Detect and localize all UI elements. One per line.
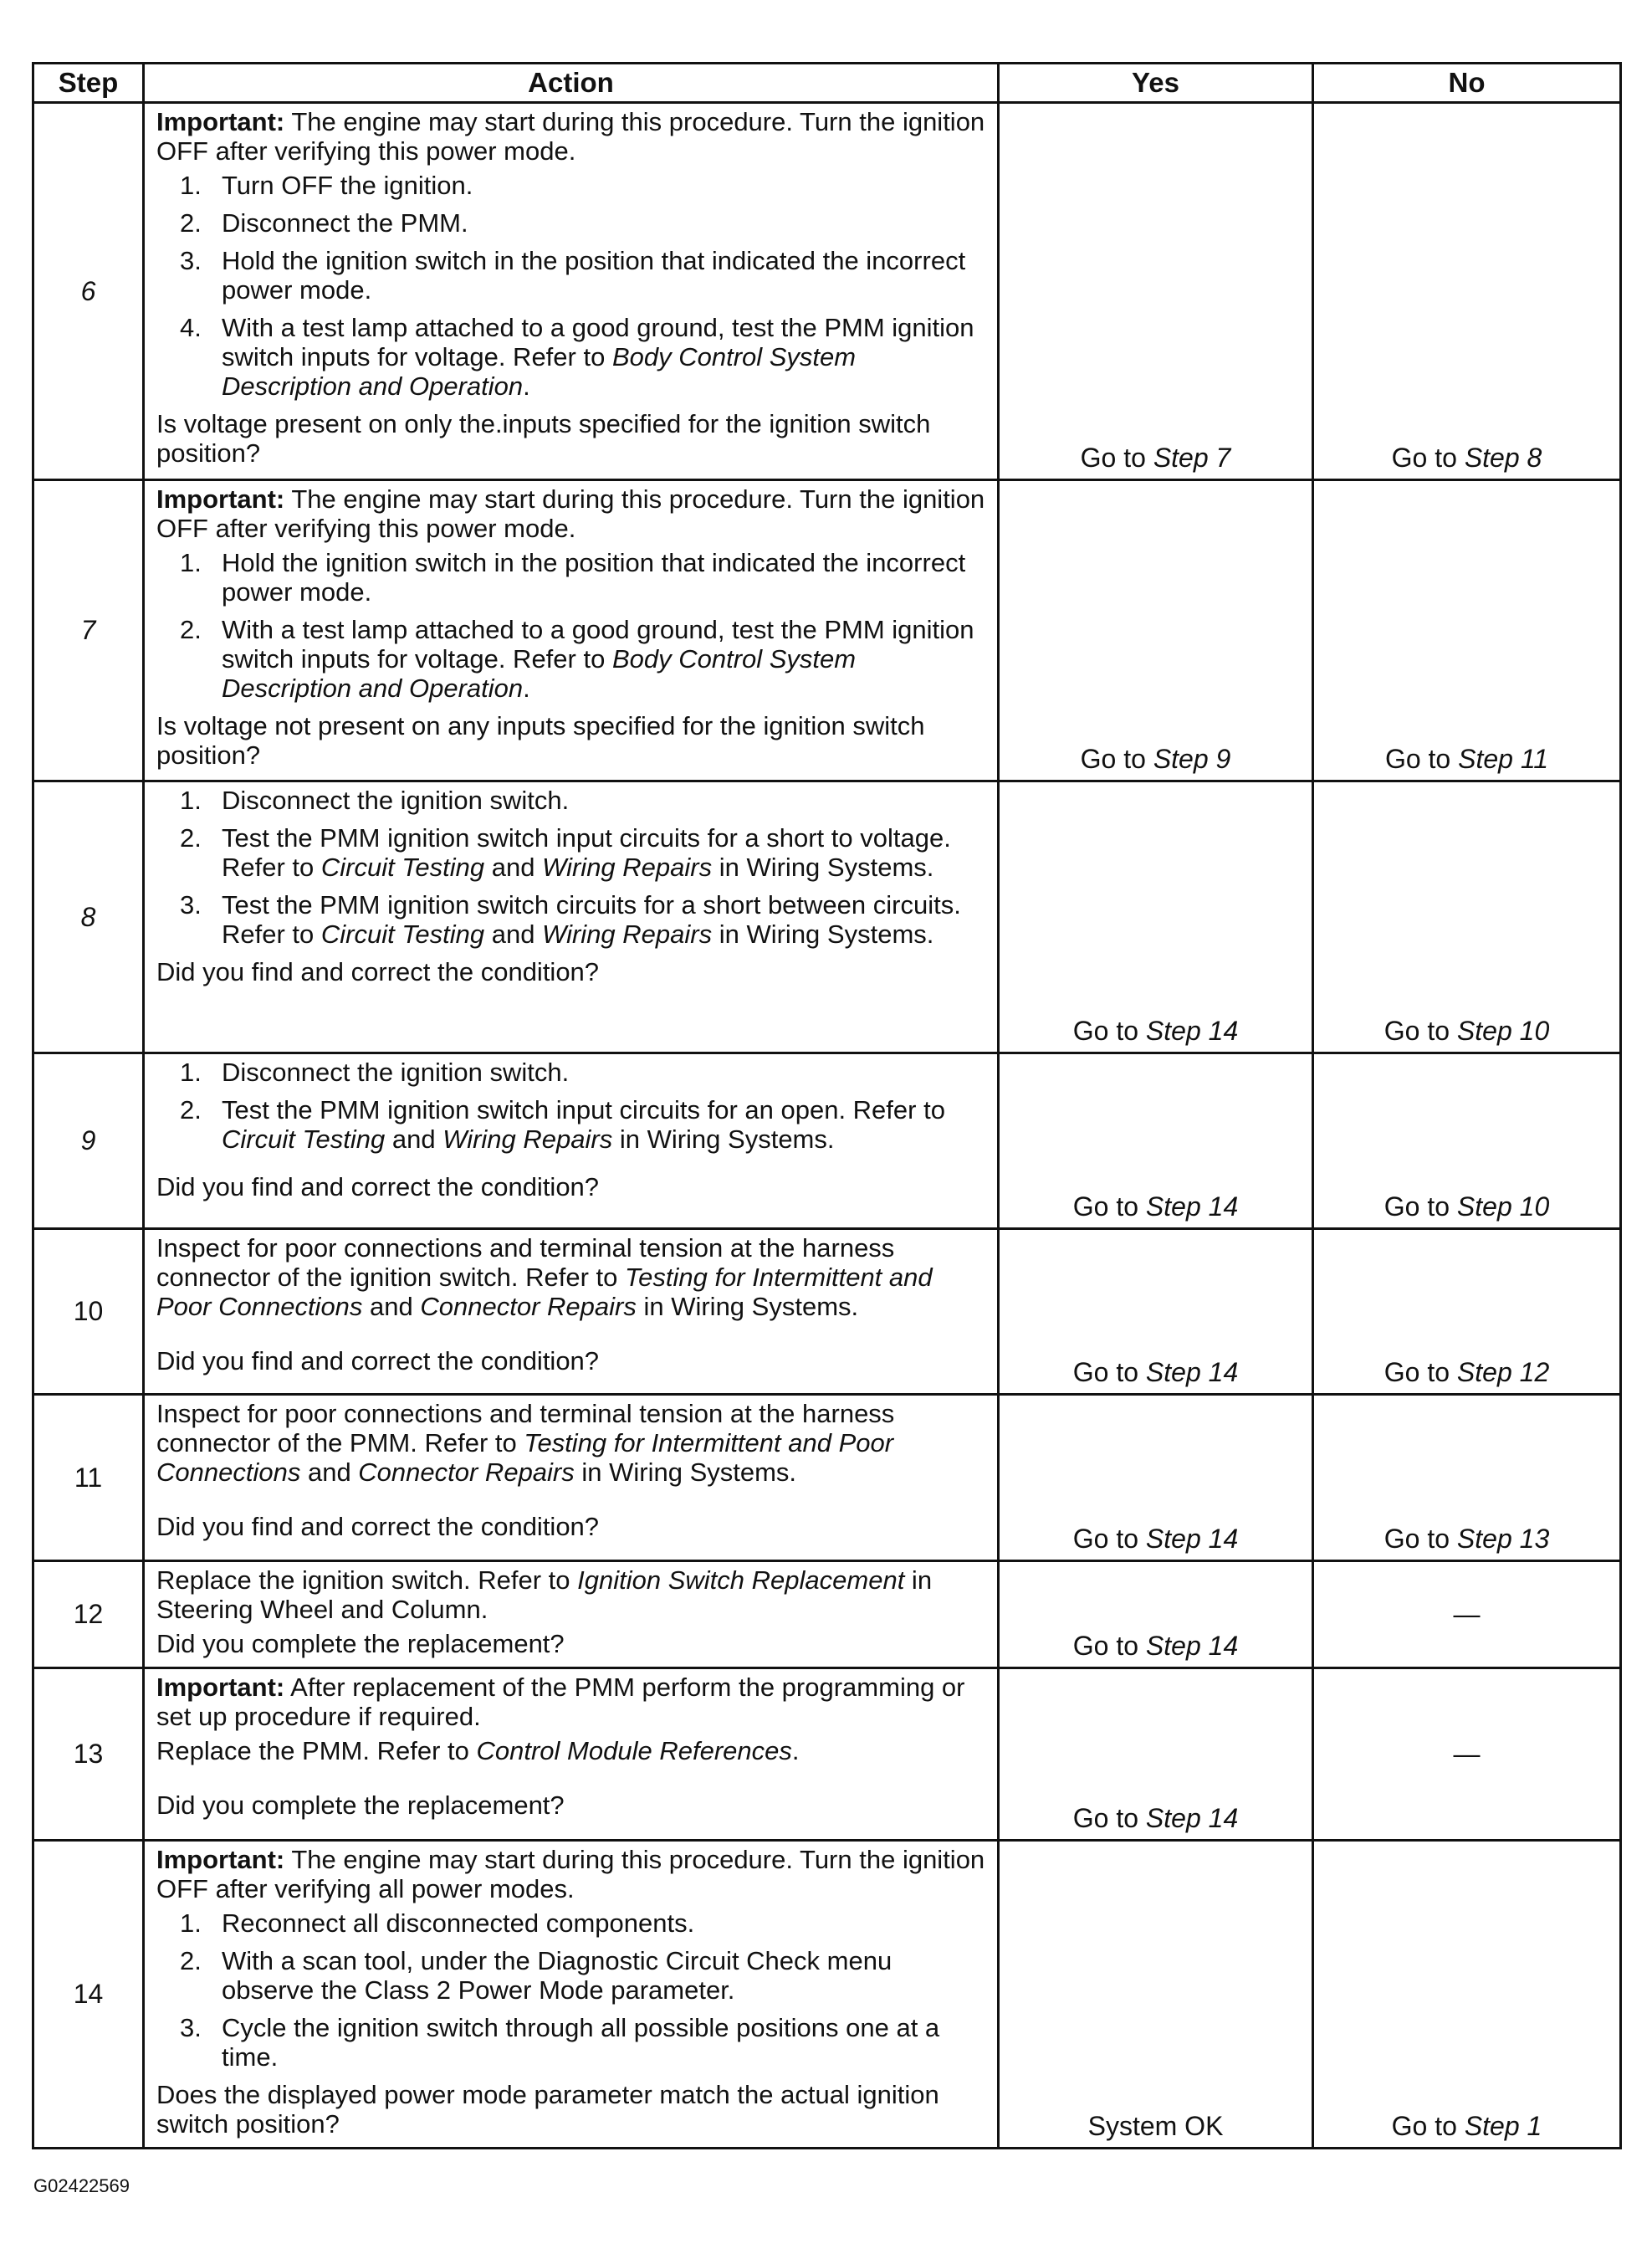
header-action: Action [144,64,999,103]
reference-link[interactable]: Testing for Intermittent and Poor Connections [156,1428,894,1487]
yes-cell [999,1395,1313,1561]
reference-link[interactable]: Connector Repairs [358,1457,575,1487]
action-cell [144,103,999,480]
no-cell [1313,103,1621,480]
list-item [156,1908,987,1938]
action-cell [144,781,999,1053]
yes-prefix: Go to [1080,744,1153,774]
step-number: 11 [33,1395,144,1561]
no-step-link[interactable]: Step 1 [1464,2111,1542,2141]
no-cell [1313,1229,1621,1395]
list-item [156,548,987,607]
item-text: With a scan tool, under the Diagnostic Circuit Check menu observe the Class 2 Power Mode parameter. [222,1946,892,2005]
instruction-text [156,1233,987,1321]
step-number: 14 [33,1841,144,2149]
action-cell [144,480,999,781]
item-number: 3. [180,246,202,275]
figure-id: G02422569 [33,2175,130,2196]
no-prefix: Go to [1384,744,1459,774]
list-item [156,208,987,238]
note-text: The engine may start during this procedure. Turn the ignition OFF after verifying this power mode. [156,484,985,543]
header-step: Step [33,64,144,103]
no-prefix: Go to [1383,1191,1457,1222]
yes-step-link[interactable]: Step 9 [1153,744,1231,774]
item-text: Reconnect all disconnected components. [222,1908,695,1938]
item-text-end: in Wiring Systems. [712,853,934,882]
item-number: 2. [180,208,202,238]
reference-link[interactable]: Ignition Switch Replacement [577,1565,905,1595]
para-end: in Steering Wheel and Column. [156,1565,933,1624]
yes-prefix: Go to [1072,1357,1146,1387]
yes-cell [999,781,1313,1053]
item-number: 1. [180,548,202,577]
item-number: 2. [180,615,202,644]
list-item [156,2013,987,2072]
table-row [33,1668,1621,1841]
yes-cell [999,1229,1313,1395]
item-text-end: . [523,371,530,401]
yes-cell: System OK [999,1841,1313,2149]
no-cell [1313,480,1621,781]
table-row [33,1053,1621,1229]
item-number: 3. [180,890,202,920]
instruction-text [156,1399,987,1487]
question-text: Did you find and correct the condition? [156,1512,600,1541]
yes-cell [999,480,1313,781]
item-number: 1. [180,786,202,815]
no-step-link[interactable]: Step 8 [1464,443,1542,473]
step-number: 8 [33,781,144,1053]
step-number: 6 [33,103,144,480]
reference-link[interactable]: Control Module References [476,1736,792,1765]
item-text-end: in Wiring Systems. [612,1124,835,1154]
step-number: 9 [33,1053,144,1229]
no-prefix: Go to [1391,443,1465,473]
item-text: Disconnect the ignition switch. [222,1058,570,1087]
item-text-mid: and [484,920,543,949]
yes-cell [999,1668,1313,1841]
instruction-text [156,1565,987,1624]
list-item [156,246,987,305]
yes-cell [999,1053,1313,1229]
table-row [33,480,1621,781]
item-text: Test the PMM ignition switch input circuits for an open. Refer to [222,1095,945,1124]
yes-step-link[interactable]: Step 14 [1145,1631,1239,1661]
important-note [156,1845,987,1903]
table-row [33,1841,1621,2149]
no-step-link[interactable]: Step 11 [1458,744,1549,774]
item-number: 2. [180,1095,202,1124]
action-cell [144,1395,999,1561]
note-label: Important: [156,107,285,136]
yes-cell [999,1561,1313,1668]
para-mid: and [362,1292,421,1321]
item-text: Turn OFF the ignition. [222,171,473,200]
item-text-mid: and [385,1124,443,1154]
step-number: 12 [33,1561,144,1668]
no-prefix: Go to [1391,2111,1465,2141]
reference-link[interactable]: Circuit Testing [222,1124,386,1154]
diagnostic-table-container [32,62,1619,2149]
step-number: 7 [33,480,144,781]
para-text: Replace the ignition switch. Refer to [156,1565,578,1595]
yes-step-link[interactable]: Step 14 [1145,1191,1239,1222]
item-text: With a test lamp attached to a good ground, test the PMM ignition switch inputs for voltage. Refer to [222,615,974,674]
diagnostic-table [32,62,1622,2149]
yes-step-link[interactable]: Step 14 [1145,1016,1239,1046]
yes-cell [999,103,1313,480]
important-note [156,107,987,166]
para-mid: and [300,1457,359,1487]
procedure-list [156,171,987,401]
table-row [33,1561,1621,1668]
reference-link[interactable]: Circuit Testing [320,920,485,949]
question-text: Did you complete the replacement? [156,1790,565,1820]
instruction-text [156,1736,987,1765]
no-cell [1313,781,1621,1053]
action-cell [144,1841,999,2149]
item-number: 3. [180,2013,202,2042]
item-text: Hold the ignition switch in the position that indicated the incorrect power mode. [222,246,966,305]
item-text: With a test lamp attached to a good ground, test the PMM ignition switch inputs for voltage. Refer to [222,313,974,371]
no-prefix: Go to [1383,1524,1457,1554]
item-number: 1. [180,171,202,200]
list-item [156,1095,987,1154]
question-text: Is voltage present on only the.inputs specified for the ignition switch position? [156,409,931,468]
reference-link[interactable]: Connector Repairs [420,1292,637,1321]
reference-link[interactable]: Body Control System Description and Operation [222,342,857,401]
yes-prefix: Go to [1072,1016,1146,1046]
list-item [156,1946,987,2005]
item-text: Test the PMM ignition switch input circuits for a short to voltage. Refer to [222,823,951,882]
table-row [33,781,1621,1053]
procedure-list [156,548,987,703]
no-step-link[interactable]: Step 10 [1456,1191,1550,1222]
question-text: Did you complete the replacement? [156,1629,565,1658]
para-text: Replace the PMM. Refer to [156,1736,477,1765]
yes-step-link[interactable]: Step 14 [1145,1524,1239,1554]
item-text-end: . [523,674,530,703]
header-no: No [1313,64,1621,103]
no-cell [1313,1395,1621,1561]
item-text: Disconnect the PMM. [222,208,468,238]
yes-prefix: Go to [1072,1803,1146,1833]
para-end: in Wiring Systems. [574,1457,797,1487]
item-number: 2. [180,823,202,853]
no-cell: — [1313,1561,1621,1668]
table-row [33,1229,1621,1395]
action-cell [144,1053,999,1229]
yes-prefix: Go to [1080,443,1153,473]
item-number: 2. [180,1946,202,1975]
step-number: 13 [33,1668,144,1841]
reference-link[interactable]: Testing for Intermittent and Poor Connections [156,1263,933,1321]
yes-prefix: Go to [1072,1191,1146,1222]
note-label: Important: [156,484,285,514]
question-text: Does the displayed power mode parameter match the actual ignition switch position? [156,2080,939,2139]
list-item [156,615,987,703]
note-label: Important: [156,1845,285,1874]
question-text: Did you find and correct the condition? [156,1172,600,1201]
reference-link[interactable]: Body Control System Description and Operation [222,644,857,703]
note-text: After replacement of the PMM perform the programming or set up procedure if required. [156,1673,965,1731]
no-step-link[interactable]: Step 10 [1456,1016,1550,1046]
reference-link[interactable]: Wiring Repairs [542,920,713,949]
item-text-mid: and [484,853,543,882]
table-row [33,1395,1621,1561]
question-text: Is voltage not present on any inputs specified for the ignition switch position? [156,711,925,770]
para-end: in Wiring Systems. [636,1292,859,1321]
item-number: 1. [180,1908,202,1938]
item-text-end: in Wiring Systems. [712,920,934,949]
no-prefix: Go to [1383,1016,1457,1046]
note-text: The engine may start during this procedure. Turn the ignition OFF after verifying this power mode. [156,107,985,166]
table-row [33,103,1621,480]
yes-step-link[interactable]: Step 14 [1145,1803,1239,1833]
procedure-list [156,1908,987,2072]
item-text: Cycle the ignition switch through all possible positions one at a time. [222,2013,940,2072]
no-cell [1313,1053,1621,1229]
item-text: Test the PMM ignition switch circuits for a short between circuits. Refer to [222,890,961,949]
important-note [156,484,987,543]
question-text: Did you find and correct the condition? [156,957,600,986]
no-prefix: Go to [1383,1357,1457,1387]
para-text: Inspect for poor connections and terminal tension at the harness connector of the ignition switch. Refer to [156,1233,895,1292]
yes-step-link[interactable]: Step 14 [1145,1357,1239,1387]
list-item [156,786,987,815]
reference-link[interactable]: Circuit Testing [320,853,485,882]
item-number: 1. [180,1058,202,1087]
action-cell [144,1668,999,1841]
para-end: . [791,1736,800,1765]
item-text: Hold the ignition switch in the position that indicated the incorrect power mode. [222,548,966,607]
procedure-list [156,786,987,949]
list-item [156,823,987,882]
action-cell [144,1561,999,1668]
no-step-link[interactable]: Step 13 [1456,1524,1550,1554]
no-cell [1313,1841,1621,2149]
reference-link[interactable]: Wiring Repairs [542,853,713,882]
yes-prefix: Go to [1072,1524,1146,1554]
procedure-list [156,1058,987,1154]
action-cell [144,1229,999,1395]
note-text: The engine may start during this procedure. Turn the ignition OFF after verifying all power modes. [156,1845,985,1903]
yes-step-link[interactable]: Step 7 [1153,443,1231,473]
list-item [156,313,987,401]
item-text: Disconnect the ignition switch. [222,786,570,815]
reference-link[interactable]: Wiring Repairs [442,1124,613,1154]
para-text: Inspect for poor connections and terminal tension at the harness connector of the PMM. Refer to [156,1399,895,1457]
item-number: 4. [180,313,202,342]
question-text: Did you find and correct the condition? [156,1346,600,1375]
important-note [156,1673,987,1731]
no-step-link[interactable]: Step 12 [1456,1357,1550,1387]
list-item [156,1058,987,1087]
list-item [156,171,987,200]
header-yes: Yes [999,64,1313,103]
note-label: Important: [156,1673,285,1702]
yes-prefix: Go to [1072,1631,1146,1661]
no-cell: — [1313,1668,1621,1841]
step-number: 10 [33,1229,144,1395]
list-item [156,890,987,949]
header-row [33,64,1621,103]
